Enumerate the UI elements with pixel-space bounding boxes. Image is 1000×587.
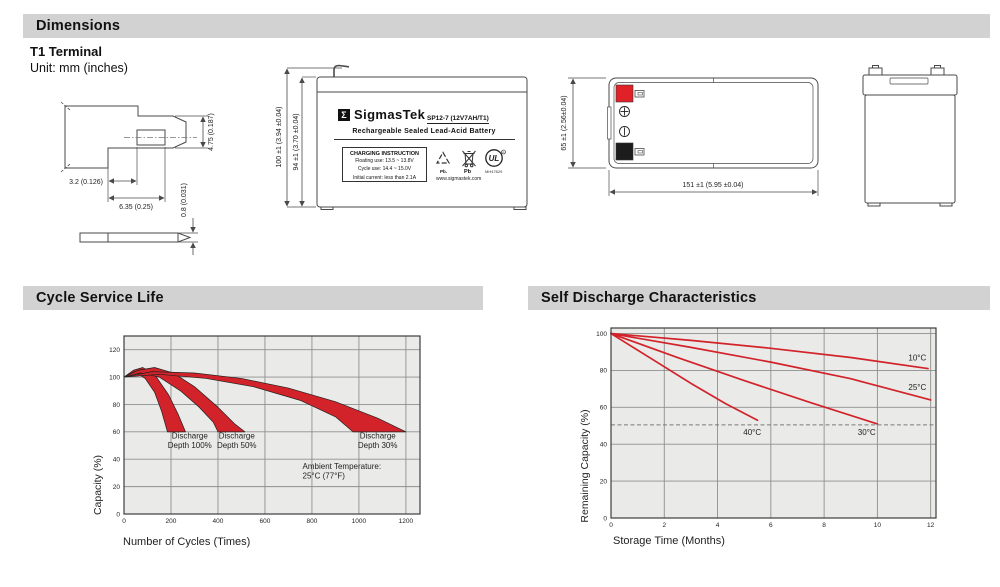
top-view-lineart (560, 60, 850, 205)
dim-thickness-label: 0.8 (0.031) (181, 183, 188, 217)
x-tick-label: 400 (212, 518, 224, 525)
y-tick-label: 100 (596, 330, 607, 338)
end-view-lineart (845, 55, 975, 213)
y-axis-title: Capacity (%) (92, 454, 104, 516)
negative-terminal-marker (616, 143, 633, 160)
battery-end-view (845, 55, 975, 213)
x-tick-label: 4 (715, 522, 720, 529)
pb-recycle-label: Pb. (440, 169, 448, 174)
series-label: 25°C (908, 382, 927, 392)
dim-length-label: 151 ±1 (5.95 ±0.04) (682, 182, 744, 189)
y-tick-label: 20 (599, 478, 607, 486)
y-tick-label: 120 (109, 346, 120, 354)
self-discharge-section-title: Self Discharge Characteristics (541, 290, 757, 306)
terminal-detail-lineart (40, 95, 225, 255)
plot-background (611, 328, 936, 518)
model-number: SP12-7 (12V7AH/T1) (427, 115, 489, 122)
chart-annotation: Discharge (359, 431, 396, 441)
pb-bin-label: Pb (464, 169, 472, 175)
series-label: 30°C (857, 427, 876, 437)
subtitle-rule (334, 139, 515, 140)
x-tick-label: 8 (822, 522, 826, 529)
terminal-type-heading: T1 Terminal (30, 44, 103, 59)
charging-title: CHARGING INSTRUCTION (349, 151, 420, 157)
website-text: www.sigmastek.com (436, 176, 482, 182)
x-tick-label: 6 (769, 522, 773, 529)
brand-name: SigmasTek (354, 107, 426, 122)
chart-annotation: Discharge (218, 431, 255, 441)
ul-file-number: MH47629 (485, 169, 503, 174)
x-tick-label: 0 (122, 518, 126, 525)
charging-line-3: Initial current: less than 2.1A (352, 174, 417, 181)
dim-tab-width-label: 6.35 (0.25) (119, 204, 153, 211)
x-tick-label: 12 (927, 522, 935, 529)
x-tick-label: 10 (873, 522, 882, 529)
ul-mark-icon (484, 148, 508, 170)
x-tick-label: 800 (306, 518, 318, 525)
x-tick-label: 200 (165, 518, 177, 525)
cycle-service-life-chart (88, 322, 458, 562)
y-tick-label: 0 (603, 515, 607, 523)
y-tick-label: 0 (116, 511, 120, 519)
terminal-detail-drawing (40, 95, 225, 255)
battery-top-view (560, 60, 850, 205)
y-tick-label: 80 (112, 401, 120, 409)
pb-recycle-icon (433, 150, 453, 170)
battery-subtitle: Rechargeable Sealed Lead-Acid Battery (352, 128, 496, 135)
x-axis-title: Storage Time (Months) (613, 535, 725, 547)
y-tick-label: 100 (109, 374, 120, 382)
cycle-life-svg (88, 322, 458, 562)
unit-note: Unit: mm (inches) (30, 61, 128, 75)
chart-annotation: Depth 50% (216, 441, 257, 451)
dimensions-section-header (23, 14, 990, 38)
chart-annotation: Depth 100% (167, 441, 212, 451)
y-tick-label: 60 (112, 429, 120, 437)
x-tick-label: 1200 (398, 518, 414, 525)
y-tick-label: 40 (112, 456, 120, 464)
y-tick-label: 80 (599, 367, 607, 375)
charging-instruction-box (342, 147, 427, 182)
cycle-life-section-header (23, 286, 483, 310)
dim-inner-height-label: 94 ±1 (3.70 ±0.04) (293, 113, 300, 171)
charging-line-2: Cycle use: 14.4 ~ 15.0V (357, 166, 412, 173)
dimensions-section-title: Dimensions (36, 18, 121, 34)
polarity-plus-icon (620, 107, 630, 117)
battery-front-view (270, 60, 535, 215)
x-tick-label: 1000 (351, 518, 367, 525)
self-discharge-chart (575, 318, 975, 563)
dim-hole-offset-label: 3.2 (0.126) (69, 179, 103, 186)
self-discharge-svg (575, 318, 975, 563)
chart-annotation: Ambient Temperature: (302, 461, 382, 471)
front-view-lineart (270, 60, 535, 215)
chart-annotation: 25°C (77°F) (302, 471, 345, 481)
sigma-glyph: Σ (341, 110, 347, 120)
x-tick-label: 0 (609, 522, 613, 529)
svg-text:R: R (502, 150, 505, 155)
svg-text:UL: UL (488, 154, 500, 163)
dim-width-label: 65 ±1 (2.56±0.04) (561, 95, 568, 151)
x-axis-title: Number of Cycles (Times) (123, 536, 251, 548)
dim-tab-height-label: 4.75 (0.187) (208, 113, 215, 151)
chart-annotation: Discharge (171, 431, 208, 441)
self-discharge-section-header (528, 286, 990, 310)
cycle-life-section-title: Cycle Service Life (36, 290, 164, 306)
positive-terminal-marker (616, 85, 633, 102)
x-tick-label: 2 (662, 522, 667, 529)
series-label: 10°C (908, 353, 927, 363)
charging-line-1: Floating use: 13.5 ~ 13.8V (355, 158, 414, 164)
y-axis-title: Remaining Capacity (%) (579, 409, 591, 523)
dim-outer-height-label: 100 ±1 (3.94 ±0.04) (276, 106, 283, 168)
sigma-logo-icon (338, 109, 350, 121)
chart-annotation: Depth 30% (357, 441, 398, 451)
pb-bin-icon (461, 149, 477, 169)
x-tick-label: 600 (259, 518, 271, 525)
y-tick-label: 40 (599, 441, 607, 449)
y-tick-label: 20 (112, 483, 120, 491)
series-label: 40°C (743, 427, 762, 437)
y-tick-label: 60 (599, 404, 607, 412)
